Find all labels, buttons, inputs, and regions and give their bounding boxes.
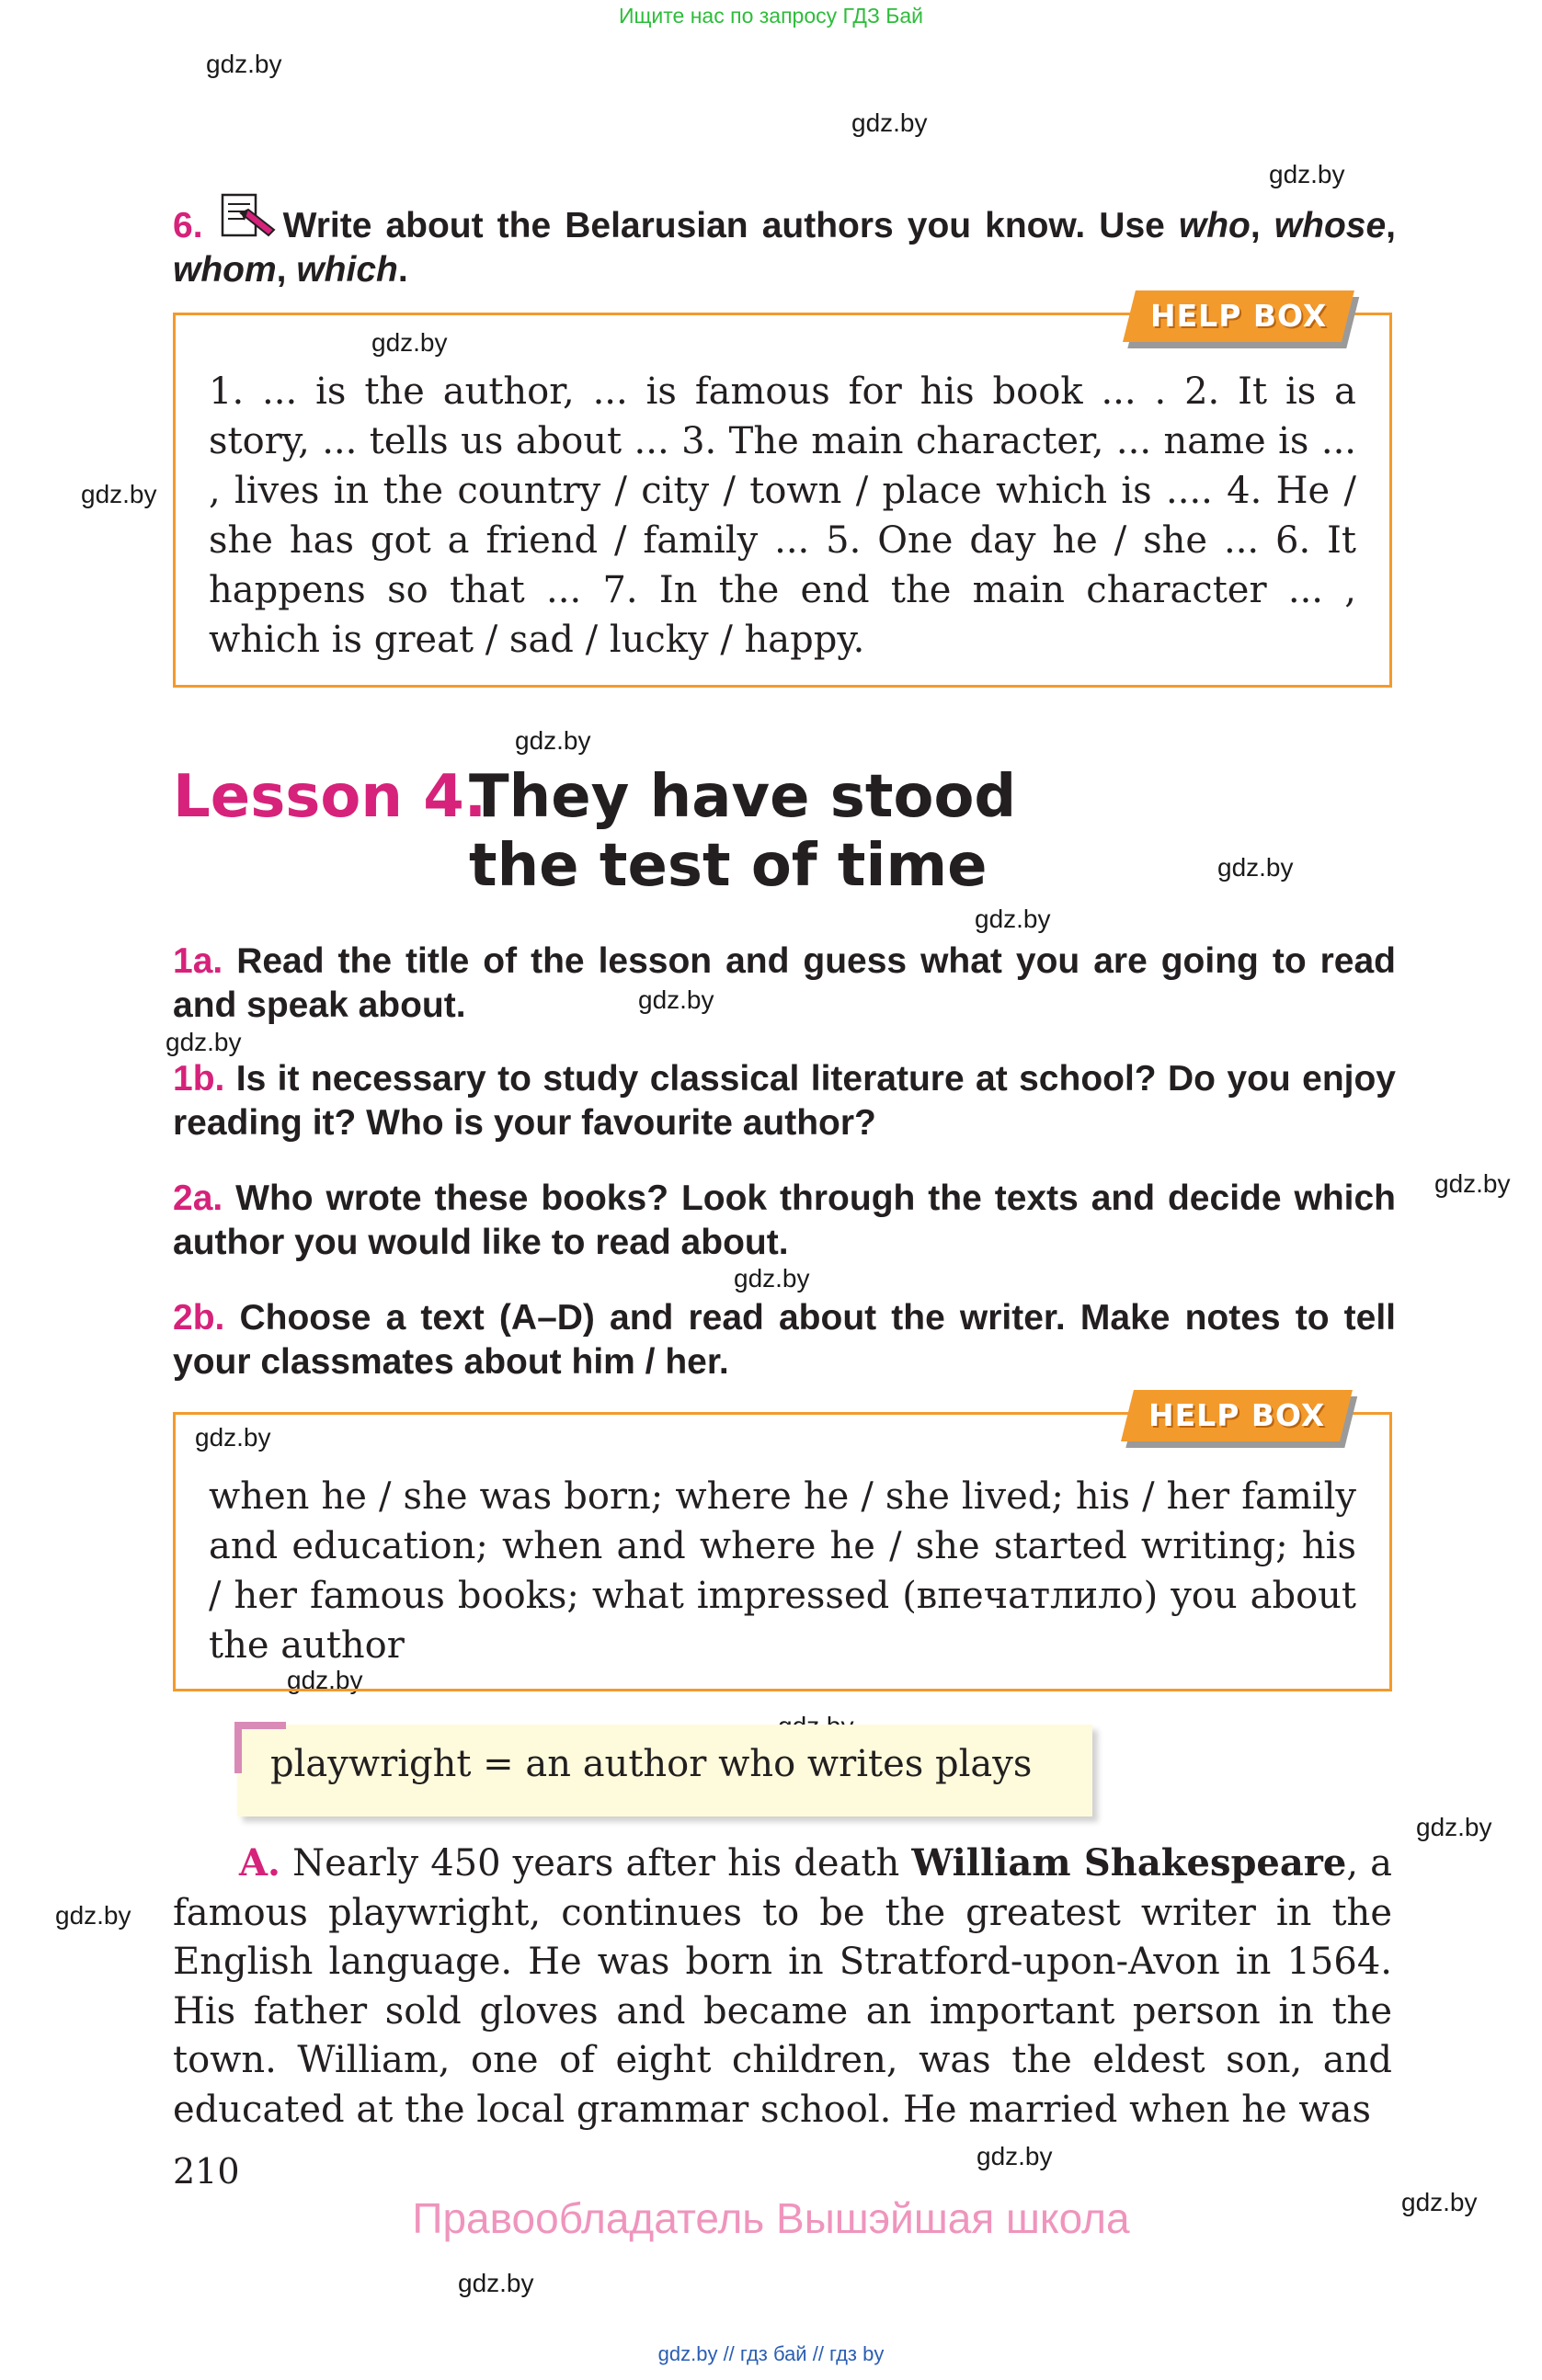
- help-box-1: [173, 313, 1392, 688]
- text-segment: , a famous playwright, continues to be the greatest writer in the English language. He was born in Stratford-upon-Avon in 1564. His father sold gloves and became an important person in the town. William, one of eight children, was the eldest son, and educated at the local grammar school. He married when he was: [173, 1842, 1392, 2131]
- watermark: gdz.by: [977, 2142, 1053, 2170]
- watermark: gdz.by: [1416, 1813, 1492, 1841]
- definition-text: playwright = an author who writes plays: [270, 1743, 1033, 1785]
- top-banner[interactable]: Ищите нас по запросу ГДЗ Бай: [618, 4, 924, 28]
- help-box-badge-label: HELP BOX: [1149, 298, 1328, 334]
- watermark: gdz.by: [1401, 2188, 1478, 2216]
- help-box-badge: [1123, 290, 1354, 342]
- help-box-badge: [1121, 1390, 1353, 1441]
- task-text: Read the title of the lesson and guess what you are going to read and speak about.: [173, 941, 1396, 1025]
- task-text: Is it necessary to study classical literature at school? Do you enjoy reading it? Who is your favourite author?: [173, 1059, 1396, 1143]
- watermark: gdz.by: [166, 1028, 242, 1056]
- task-1b: [173, 1057, 1396, 1145]
- lesson-title: [469, 763, 1016, 901]
- watermark: gdz.by: [515, 726, 591, 755]
- author-name: William Shakespeare: [911, 1841, 1347, 1885]
- help-box-text: 1. ... is the author, ... is famous for his book ... . 2. It is a story, ... tells us about ... 3. The main character, ... name is ... , lives in the country / city / town / place which is .... 4. He / she has got a friend / family ... 5. One day he / she ... 6. It happens so that ... 7. In the end the main character ... , which is great / sad / lucky / happy.: [209, 370, 1356, 661]
- task-number: 2a.: [173, 1179, 223, 1218]
- definition-box: [237, 1725, 1092, 1816]
- help-box-2: [173, 1412, 1392, 1691]
- text-letter: A.: [239, 1841, 280, 1885]
- keyword-who: who: [1178, 206, 1251, 245]
- lesson-title-line1: They have stood: [469, 763, 1017, 831]
- task-1a: [173, 939, 1396, 1028]
- rights-holder: Правообладатель Вышэйшая школа: [412, 2194, 1130, 2242]
- watermark: gdz.by: [55, 1901, 131, 1930]
- help-box-text: when he / she was born; where he / she lived; his / her family and education; when and where he / she started writing; his / her famous books; what impressed (впечатлило) you about the author: [209, 1475, 1356, 1667]
- task-2a: [173, 1177, 1396, 1265]
- watermark: gdz.by: [1217, 853, 1294, 882]
- keyword-whom: whom: [173, 250, 277, 290]
- separator: ,: [276, 250, 297, 290]
- task-number: 2b.: [173, 1298, 225, 1338]
- separator: ,: [1250, 206, 1274, 245]
- page-number: 210: [173, 2151, 240, 2192]
- watermark: gdz.by: [287, 1666, 363, 1694]
- watermark: gdz.by: [1269, 160, 1345, 188]
- watermark: gdz.by: [371, 328, 448, 357]
- keyword-whose: whose: [1274, 206, 1387, 245]
- task-number: 1a.: [173, 941, 223, 981]
- task-text: Choose a text (A–D) and read about the writer. Make notes to tell your classmates about him / her.: [173, 1298, 1396, 1382]
- watermark: gdz.by: [975, 905, 1051, 933]
- text-segment: Nearly 450 years after his death: [280, 1842, 912, 1885]
- task-text: Who wrote these books? Look through the texts and decide which author you would like to read about.: [173, 1179, 1396, 1262]
- task-number: 6.: [173, 206, 203, 245]
- task-2b: [173, 1296, 1396, 1384]
- bracket-decoration: [234, 1722, 242, 1773]
- watermark: gdz.by: [458, 2269, 534, 2297]
- bracket-decoration: [234, 1722, 286, 1729]
- watermark: gdz.by: [851, 108, 928, 137]
- help-box-badge-label: HELP BOX: [1148, 1397, 1326, 1433]
- watermark: gdz.by: [1434, 1169, 1511, 1198]
- task-text: Write about the Belarusian authors you know. Use: [268, 206, 1179, 245]
- separator: ,: [1386, 206, 1396, 245]
- keyword-which: which: [296, 250, 398, 290]
- task-number: 1b.: [173, 1059, 225, 1099]
- watermark: gdz.by: [195, 1423, 271, 1452]
- lesson-title-line2: the test of time: [469, 832, 988, 900]
- reading-text-a: [173, 1839, 1392, 2135]
- watermark: gdz.by: [81, 480, 157, 508]
- separator: .: [397, 250, 408, 290]
- lesson-label: Lesson 4.: [173, 763, 487, 831]
- watermark: gdz.by: [206, 50, 282, 78]
- watermark: gdz.by: [638, 985, 714, 1014]
- watermark: gdz.by: [734, 1264, 810, 1292]
- task-6: [173, 204, 1396, 292]
- footer-links[interactable]: gdz.by // гдз бай // гдз by: [657, 2342, 885, 2365]
